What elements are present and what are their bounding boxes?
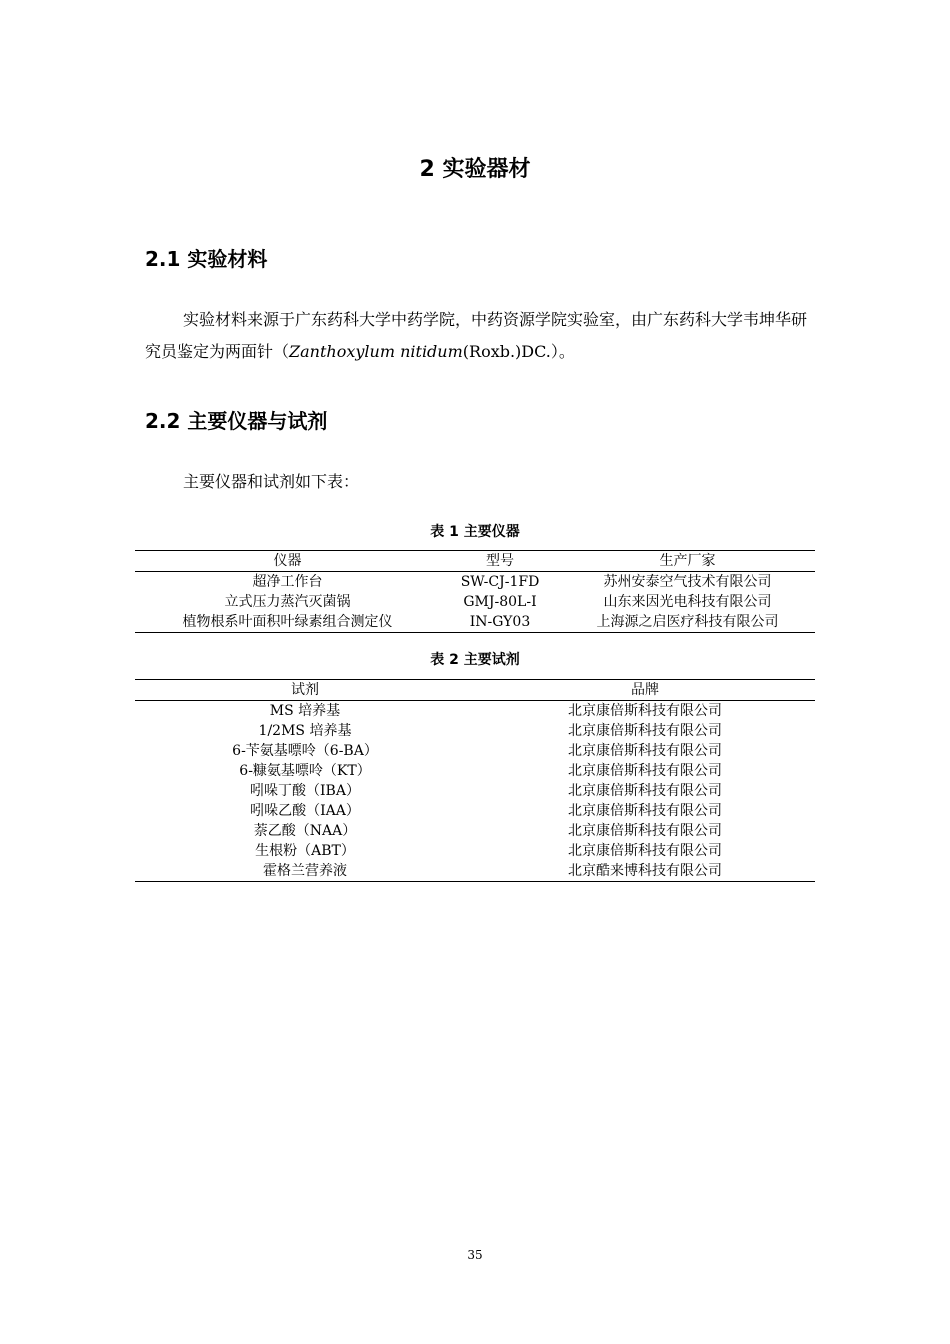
header-brand: 品牌 xyxy=(631,682,659,698)
table2-caption: 表 2 主要试剂 xyxy=(430,652,520,668)
reagent-name: MS 培养基 xyxy=(269,703,341,719)
header-instrument: 仪器 xyxy=(273,553,302,569)
reagents-table xyxy=(135,679,815,882)
instrument-model: SW-CJ-1FD xyxy=(460,574,540,590)
table1-caption: 表 1 主要仪器 xyxy=(430,524,520,540)
reagent-brand: 北京康倍斯科技有限公司 xyxy=(568,783,722,799)
reagent-brand: 北京康倍斯科技有限公司 xyxy=(568,803,722,819)
instrument-name: 超净工作台 xyxy=(252,574,323,590)
table-row xyxy=(135,701,815,722)
table-row xyxy=(135,612,815,633)
table-row xyxy=(135,572,815,593)
materials-text-before: 实验材料来源于广东药科大学中药学院，中药资源学院实验室，由广东药科大学韦坤华研究员鉴定为两面针（ xyxy=(145,310,808,361)
reagent-brand: 北京康倍斯科技有限公司 xyxy=(568,823,722,839)
reagent-brand: 北京康倍斯科技有限公司 xyxy=(568,743,722,759)
materials-text-after: (Roxb.)DC.）。 xyxy=(462,342,575,361)
table-header-row xyxy=(135,680,815,701)
table-row xyxy=(135,761,815,781)
section-title-equipment: 2.2 主要仪器与试剂 xyxy=(145,409,328,433)
instrument-manufacturer: 山东来因光电科技有限公司 xyxy=(603,594,772,610)
instrument-name: 立式压力蒸汽灭菌锅 xyxy=(224,594,351,610)
reagent-brand: 北京康倍斯科技有限公司 xyxy=(568,723,722,739)
instrument-manufacturer: 上海源之启医疗科技有限公司 xyxy=(596,614,779,630)
header-model: 型号 xyxy=(486,553,514,569)
instrument-model: IN-GY03 xyxy=(469,614,531,630)
reagent-name: 生根粉（ABT） xyxy=(255,843,355,859)
reagent-name: 霍格兰营养液 xyxy=(263,863,347,879)
header-manufacturer: 生产厂家 xyxy=(659,553,716,569)
table-row xyxy=(135,821,815,841)
instruments-table xyxy=(135,550,815,633)
species-name: Zanthoxylum nitidum xyxy=(289,342,463,361)
reagent-name: 萘乙酸（NAA） xyxy=(253,823,357,839)
page-number: 35 xyxy=(467,1248,483,1262)
chapter-title: 2 实验器材 xyxy=(419,157,531,182)
table-row xyxy=(135,741,815,761)
reagent-name: 吲哚乙酸（IAA） xyxy=(250,803,360,819)
reagent-brand: 北京酷来博科技有限公司 xyxy=(568,863,722,879)
table-row xyxy=(135,592,815,612)
equipment-intro: 主要仪器和试剂如下表： xyxy=(183,472,360,491)
reagent-name: 吲哚丁酸（IBA） xyxy=(250,783,360,799)
reagent-name: 6-苄氨基嘌呤（6-BA） xyxy=(232,743,378,759)
reagent-brand: 北京康倍斯科技有限公司 xyxy=(568,843,722,859)
reagent-name: 1/2MS 培养基 xyxy=(258,723,352,739)
table-row xyxy=(135,801,815,821)
table-row xyxy=(135,861,815,882)
materials-paragraph xyxy=(145,304,815,368)
reagent-name: 6-糠氨基嘌呤（KT） xyxy=(239,763,371,779)
reagent-brand: 北京康倍斯科技有限公司 xyxy=(568,763,722,779)
instrument-model: GMJ-80L-I xyxy=(463,594,537,610)
table-row xyxy=(135,781,815,801)
table-row xyxy=(135,721,815,741)
instrument-name: 植物根系叶面积叶绿素组合测定仪 xyxy=(182,614,393,630)
reagent-brand: 北京康倍斯科技有限公司 xyxy=(568,703,722,719)
header-reagent: 试剂 xyxy=(291,682,319,698)
table-row xyxy=(135,841,815,861)
section-title-materials: 2.1 实验材料 xyxy=(145,247,268,271)
instrument-manufacturer: 苏州安泰空气技术有限公司 xyxy=(603,574,772,590)
table-header-row xyxy=(135,551,815,572)
